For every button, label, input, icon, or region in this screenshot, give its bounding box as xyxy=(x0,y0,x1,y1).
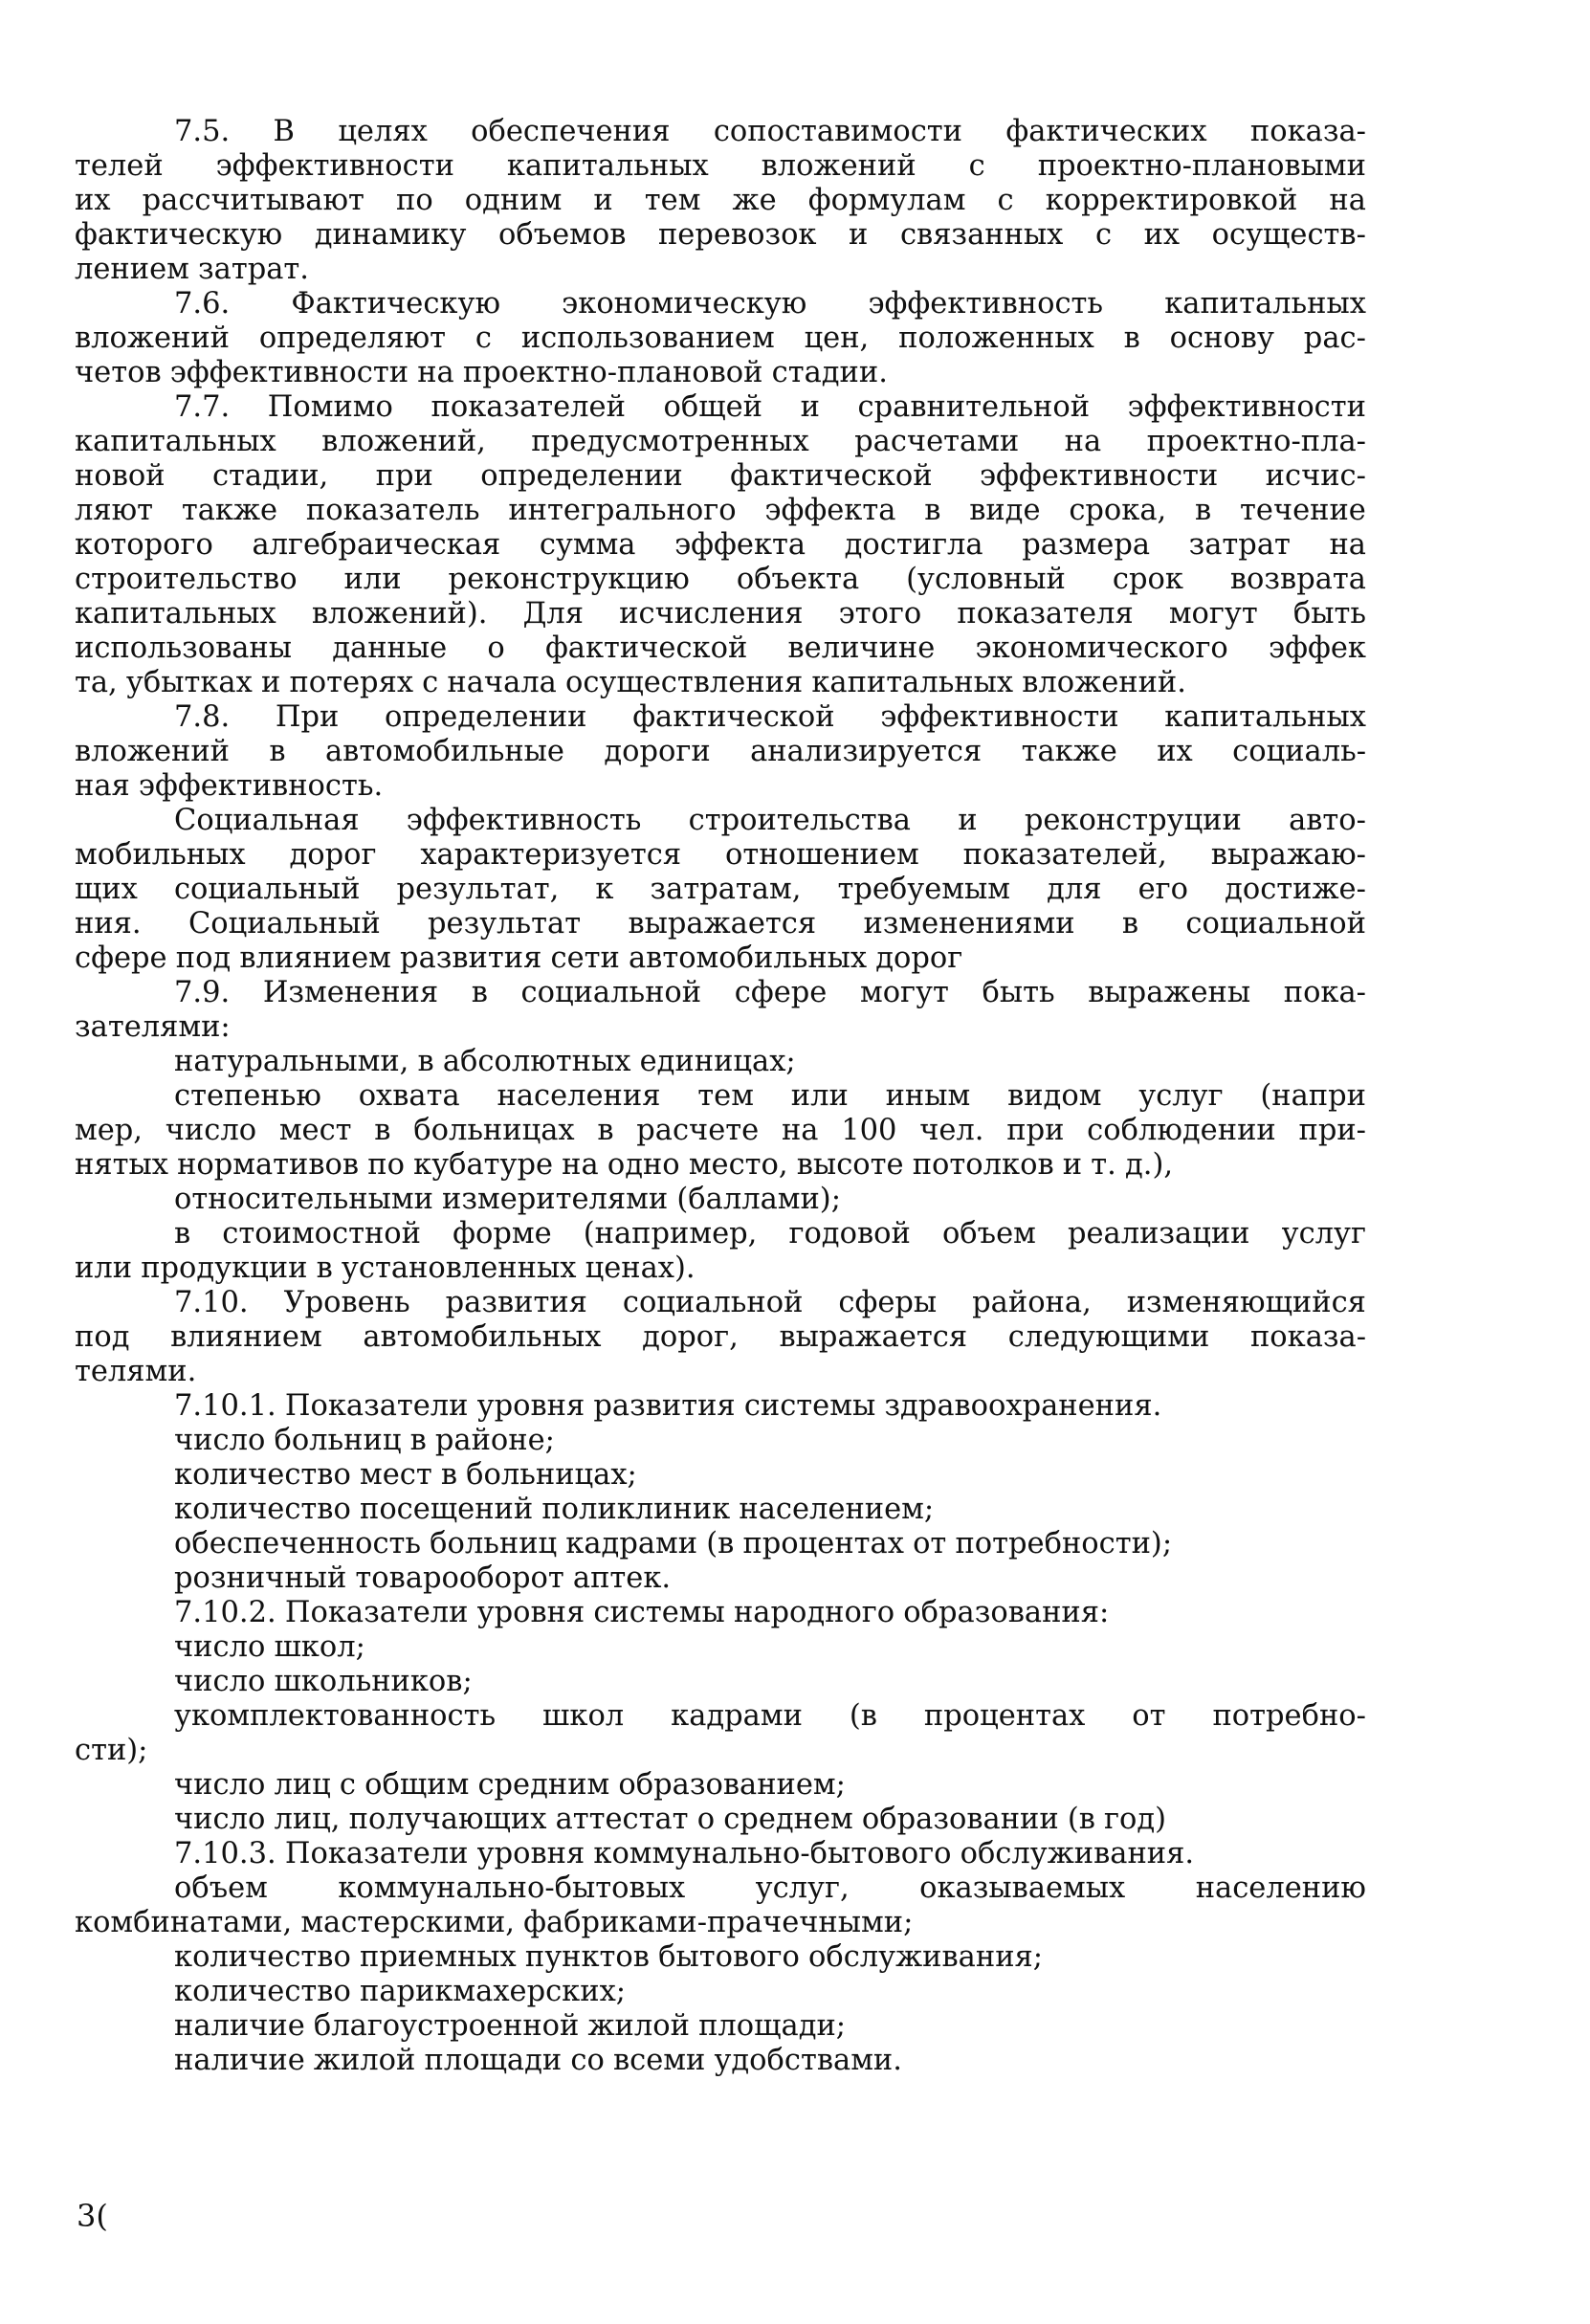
text-line: комбинатами, мастерскими, фабриками-прачечными; xyxy=(75,1906,914,1939)
text-line: ляют также показатель интегрального эффекта в виде срока, в течение xyxy=(75,494,1366,527)
paragraph xyxy=(75,1837,1366,1871)
text-line: число лиц, получающих аттестат о среднем образовании (в год) xyxy=(174,1803,1167,1836)
paragraph xyxy=(75,1389,1366,1424)
paragraph xyxy=(75,390,1366,700)
text-line: сфере под влиянием развития сети автомобильных дорог xyxy=(75,941,963,975)
paragraph xyxy=(75,1493,1366,1527)
paragraph xyxy=(75,1975,1366,2009)
paragraph xyxy=(75,1803,1366,1837)
paragraph xyxy=(75,1527,1366,1561)
paragraph xyxy=(75,1217,1366,1286)
text-line: 7.10. Уровень развития социальной сферы района, изменяющийся xyxy=(174,1286,1366,1319)
text-line: количество приемных пунктов бытового обслуживания; xyxy=(174,1940,1044,1974)
text-line: щих социальный результат, к затратам, требуемым для его достиже- xyxy=(75,873,1366,906)
text-line: 7.8. При определении фактической эффективности капитальных xyxy=(174,700,1366,734)
paragraph xyxy=(75,2009,1366,2044)
text-line: или продукции в установленных ценах). xyxy=(75,1251,696,1285)
text-line: число школьников; xyxy=(174,1665,473,1698)
text-line: 7.10.3. Показатели уровня коммунально-бытового обслуживания. xyxy=(174,1837,1195,1870)
paragraph xyxy=(75,115,1366,287)
text-line: 7.7. Помимо показателей общей и сравнительной эффективности xyxy=(174,390,1366,424)
text-line: ная эффективность. xyxy=(75,769,384,803)
text-line: та, убытках и потерях с начала осуществления капитальных вложений. xyxy=(75,666,1186,699)
text-line: число школ; xyxy=(174,1630,365,1664)
paragraph xyxy=(75,2044,1366,2078)
paragraph xyxy=(75,287,1366,390)
paragraph xyxy=(75,1183,1366,1217)
text-line: телями. xyxy=(75,1355,197,1388)
text-line: лением затрат. xyxy=(75,253,309,286)
text-line: 7.6. Фактическую экономическую эффективность капитальных xyxy=(174,287,1366,321)
paragraph xyxy=(75,1045,1366,1079)
text-line: наличие благоустроенной жилой площади; xyxy=(174,2009,847,2043)
text-line: розничный товарооборот аптек. xyxy=(174,1561,672,1595)
paragraph xyxy=(75,1940,1366,1975)
paragraph xyxy=(75,804,1366,976)
text-line: число больниц в районе; xyxy=(174,1424,555,1457)
text-line: мобильных дорог характеризуется отношением показателей, выражаю- xyxy=(75,838,1366,872)
text-line: зателями: xyxy=(75,1010,231,1044)
text-line: 7.10.2. Показатели уровня системы народного образования: xyxy=(174,1596,1110,1629)
paragraph xyxy=(75,1561,1366,1596)
paragraph xyxy=(75,1768,1366,1803)
text-line: количество посещений поликлиник населением; xyxy=(174,1493,935,1526)
text-line: относительными измерителями (баллами); xyxy=(174,1183,841,1216)
text-line: новой стадии, при определении фактической эффективности исчис- xyxy=(75,459,1366,493)
text-line: вложений в автомобильные дороги анализируется также их социаль- xyxy=(75,735,1366,768)
text-line: нятых нормативов по кубатуре на одно место, высоте потолков и т. д.), xyxy=(75,1148,1174,1182)
paragraph xyxy=(75,1871,1366,1940)
paragraph xyxy=(75,1699,1366,1768)
text-line: четов эффективности на проектно-плановой стадии. xyxy=(75,356,888,389)
text-line: Социальная эффективность строительства и реконструции авто- xyxy=(174,804,1366,837)
text-line: в стоимостной форме (например, годовой объем реализации услуг xyxy=(174,1217,1366,1251)
text-line: натуральными, в абсолютных единицах; xyxy=(174,1045,796,1078)
text-line: ния. Социальный результат выражается изменениями в социальной xyxy=(75,907,1366,941)
text-line: фактическую динамику объемов перевозок и связанных с их осуществ- xyxy=(75,218,1366,252)
page-number: 3( xyxy=(77,2198,108,2234)
text-line: количество мест в больницах; xyxy=(174,1458,637,1492)
paragraph xyxy=(75,1596,1366,1630)
text-line: 7.9. Изменения в социальной сфере могут быть выражены пока- xyxy=(174,976,1366,1009)
text-line: использованы данные о фактической величине экономического эффек xyxy=(75,631,1366,665)
text-line: строительство или реконструкцию объекта (условный срок возврата xyxy=(75,563,1366,596)
text-line: капитальных вложений, предусмотренных расчетами на проектно-пла- xyxy=(75,425,1366,458)
text-line: вложений определяют с использованием цен, положенных в основу рас- xyxy=(75,321,1366,355)
paragraph xyxy=(75,1079,1366,1183)
text-line: объем коммунально-бытовых услуг, оказываемых населению xyxy=(174,1871,1366,1905)
text-line: их рассчитывают по одним и тем же формулам с корректировкой на xyxy=(75,184,1366,217)
text-line: сти); xyxy=(75,1734,148,1767)
text-line: обеспеченность больниц кадрами (в процентах от потребности); xyxy=(174,1527,1173,1560)
document-body xyxy=(75,115,1366,2078)
text-line: мер, число мест в больницах в расчете на 100 чел. при соблюдении при- xyxy=(75,1114,1366,1147)
paragraph xyxy=(75,1630,1366,1665)
text-line: число лиц с общим средним образованием; xyxy=(174,1768,846,1802)
paragraph xyxy=(75,1424,1366,1458)
paragraph xyxy=(75,1286,1366,1389)
text-line: 7.5. В целях обеспечения сопоставимости фактических показа- xyxy=(174,115,1366,148)
text-line: укомплектованность школ кадрами (в процентах от потребно- xyxy=(174,1699,1366,1733)
text-line: наличие жилой площади со всеми удобствами. xyxy=(174,2044,902,2077)
text-line: под влиянием автомобильных дорог, выражается следующими показа- xyxy=(75,1320,1366,1354)
text-line: 7.10.1. Показатели уровня развития системы здравоохранения. xyxy=(174,1389,1162,1423)
paragraph xyxy=(75,1665,1366,1699)
text-line: капитальных вложений). Для исчисления этого показателя могут быть xyxy=(75,597,1366,631)
text-line: степенью охвата населения тем или иным видом услуг (напри xyxy=(174,1079,1366,1113)
paragraph xyxy=(75,1458,1366,1493)
text-line: количество парикмахерских; xyxy=(174,1975,627,2008)
text-line: которого алгебраическая сумма эффекта достигла размера затрат на xyxy=(75,528,1366,562)
paragraph xyxy=(75,700,1366,804)
text-line: телей эффективности капитальных вложений с проектно-плановыми xyxy=(75,149,1366,183)
paragraph xyxy=(75,976,1366,1045)
